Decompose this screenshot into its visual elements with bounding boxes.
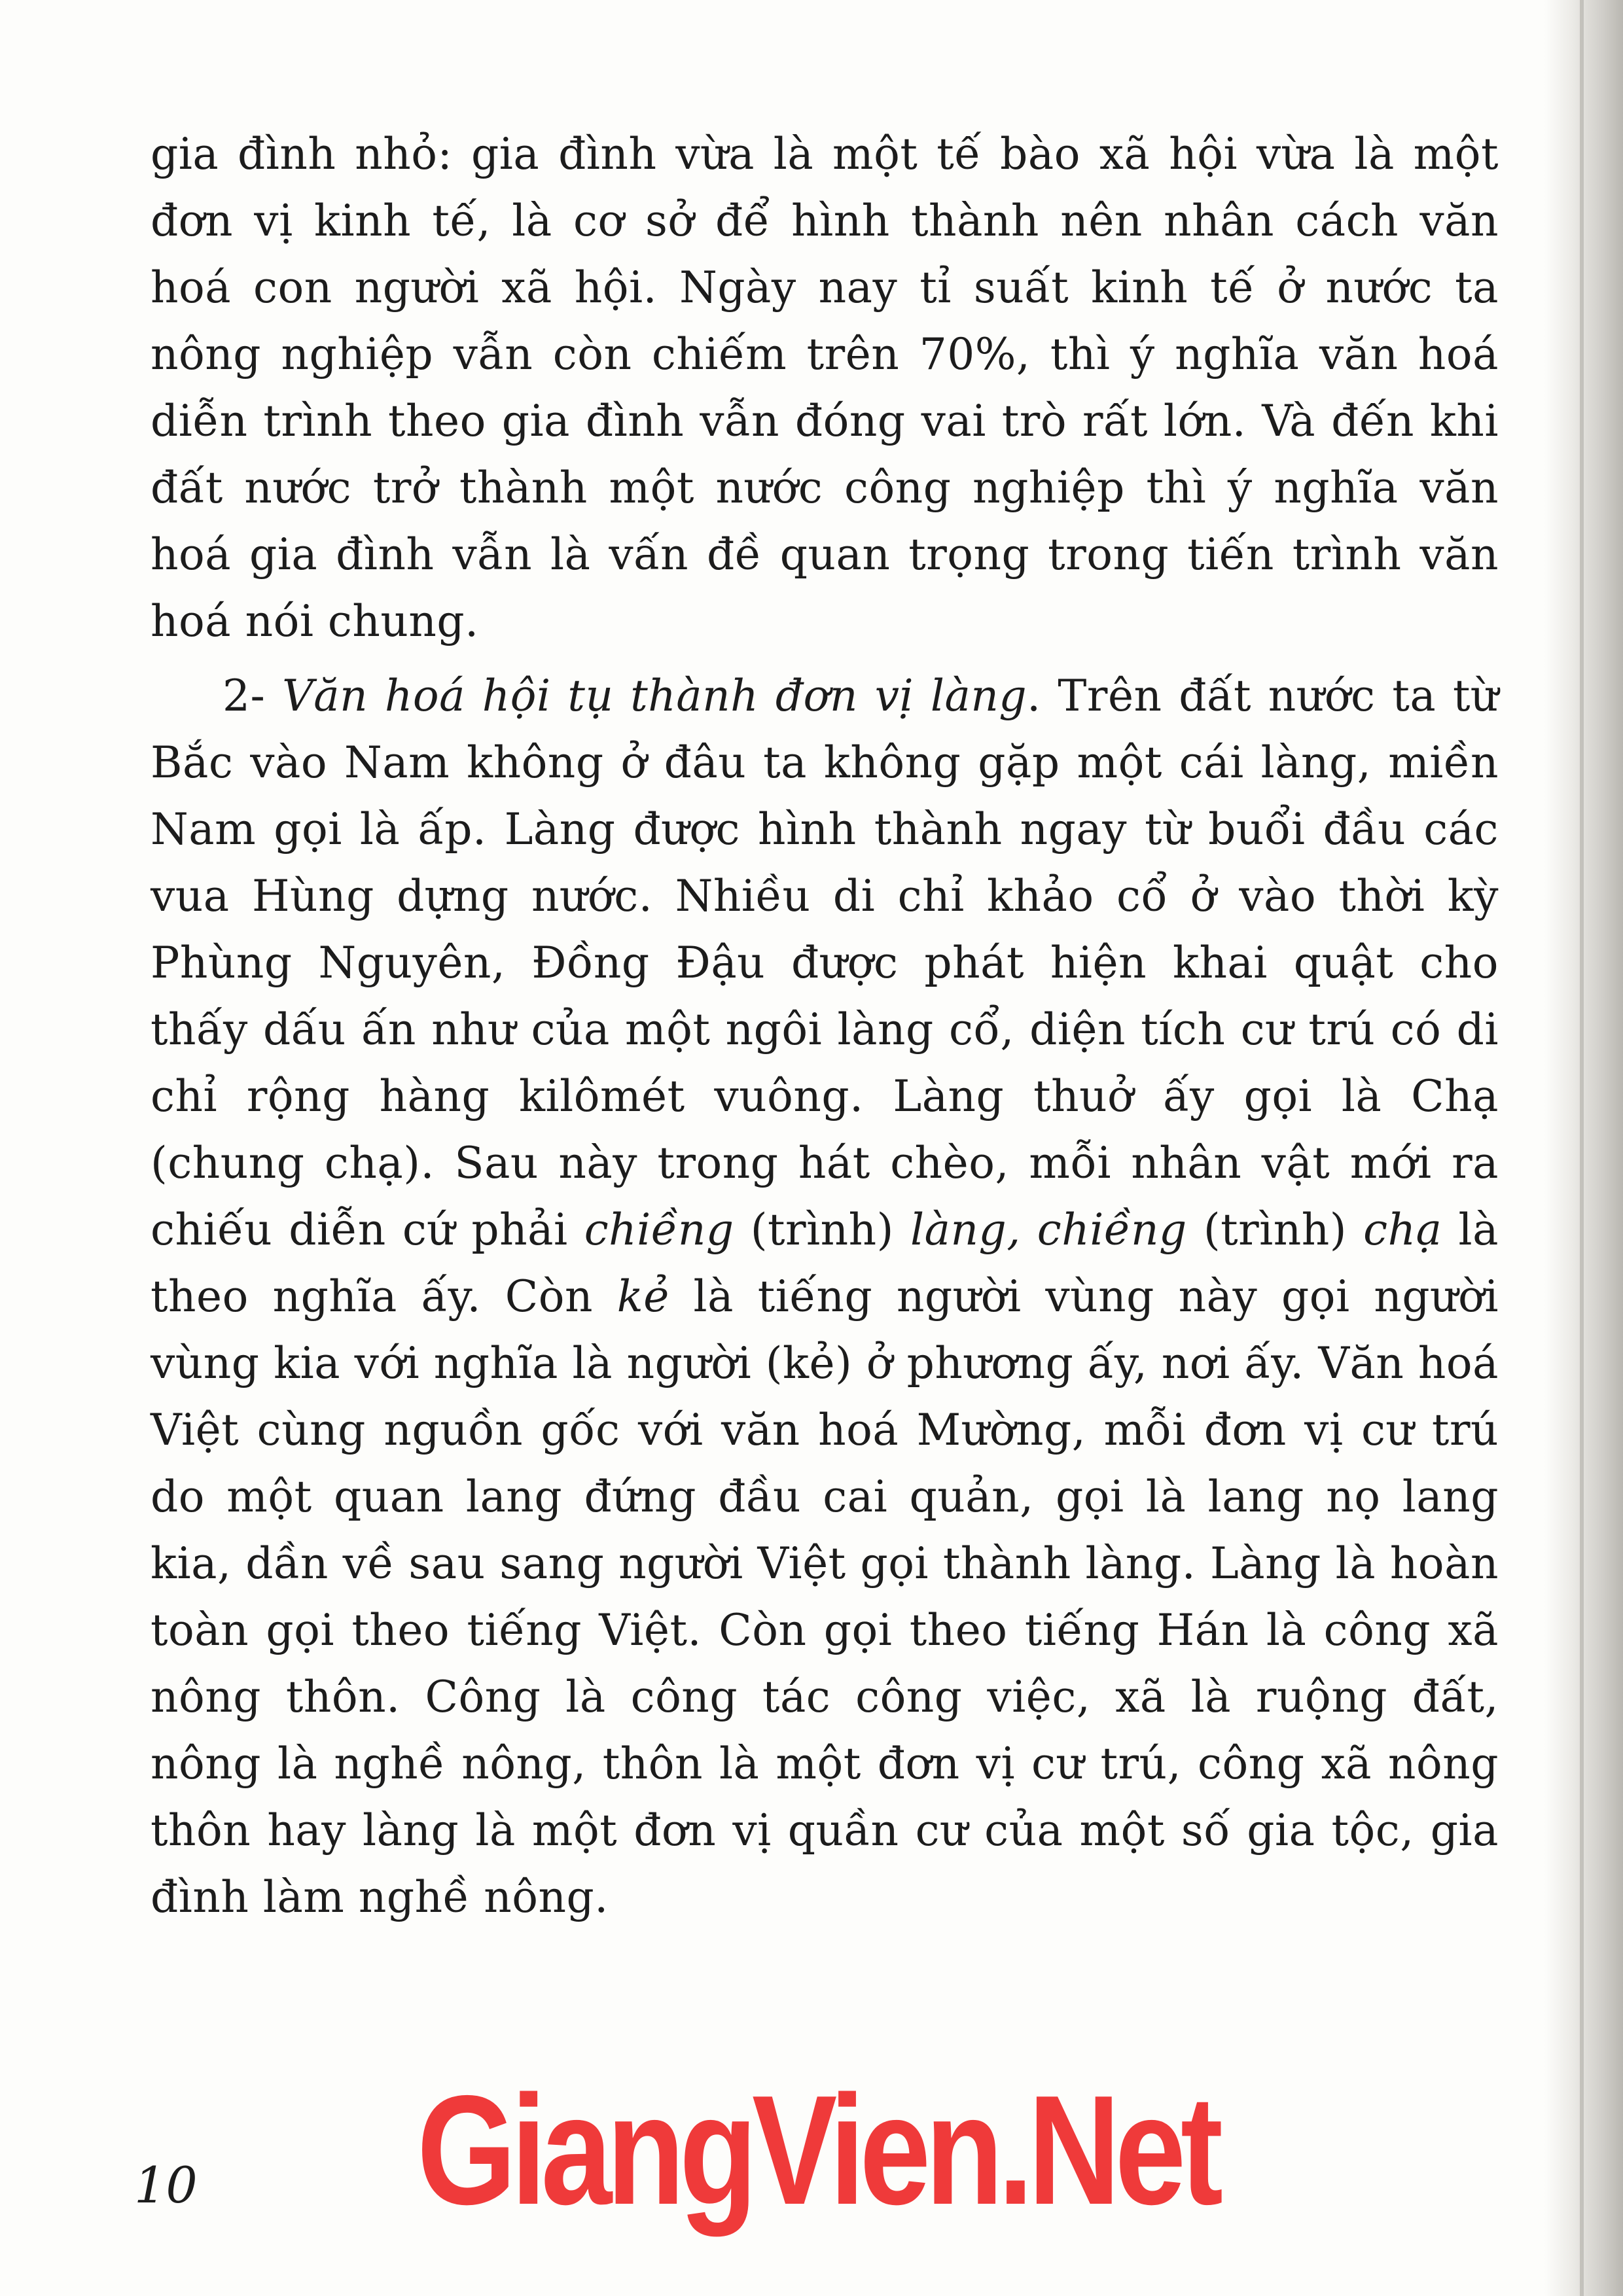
italic-term-ke: kẻ <box>616 1271 669 1322</box>
section-heading: Văn hoá hội tụ thành đơn vị làng <box>282 671 1027 721</box>
paragraph-2-part-1: . Trên đất nước ta từ Bắc vào Nam không ở đâu ta không gặp một cái làng, miền Nam gọi là ấp. Làng được hình thành ngay từ buổi đầu các vua Hùng dựng nước. Nhiều di chỉ khảo cổ ở vào thời kỳ Phùng Nguyên, Đồng Đậu được phát hiện khai quật cho thấy dấu ấn như của một ngôi làng cổ, diện tích cư trú có di chỉ rộng hàng kilômét vuông. Làng thuở ấy gọi là Chạ (chung chạ). Sau này trong hát chèo, mỗi nhân vật mới ra chiếu diễn cứ phải <box>151 671 1499 1255</box>
paragraph-1-text: gia đình nhỏ: gia đình vừa là một tế bào xã hội vừa là một đơn vị kinh tế, là cơ sở để hình thành nên nhân cách văn hoá con người xã hội. Ngày nay tỉ suất kinh tế ở nước ta nông nghiệp vẫn còn chiếm trên 70%, thì ý nghĩa văn hoá diễn trình theo gia đình vẫn đóng vai trò rất lớn. Và đến khi đất nước trở thành một nước công nghiệp thì ý nghĩa văn hoá gia đình vẫn là vấn đề quan trọng trong tiến trình văn hoá nói chung. <box>151 129 1499 646</box>
page-number: 10 <box>134 2156 198 2214</box>
paragraph-2-part-5: là tiếng người vùng này gọi người vùng kia với nghĩa là người (kẻ) ở phương ấy, nơi ấy. Văn hoá Việt cùng nguồn gốc với văn hoá Mường, mỗi đơn vị cư trú do một quan lang đứng đầu cai quản, gọi là lang nọ lang kia, dần về sau sang người Việt gọi thành làng. Làng là hoàn toàn gọi theo tiếng Việt. Còn gọi theo tiếng Hán là công xã nông thôn. Công là công tác công việc, xã là ruộng đất, nông là nghề nông, thôn là một đơn vị cư trú, công xã nông thôn hay làng là một đơn vị quần cư của một số gia tộc, gia đình làm nghề nông. <box>151 1271 1499 1922</box>
page-gutter-shadow <box>1544 0 1623 2296</box>
italic-term-lang-chieng: làng, chiềng <box>910 1205 1187 1255</box>
italic-term-cha: chạ <box>1363 1205 1442 1255</box>
paragraph-2-part-4: là theo nghĩa ấy. Còn <box>151 1205 1499 1322</box>
italic-term-chieng: chiềng <box>584 1205 734 1255</box>
page-gutter-line <box>1580 0 1584 2296</box>
watermark-logo: GiangVien.Net <box>417 2064 1218 2237</box>
paragraph-1 <box>151 121 1499 655</box>
paragraph-2-part-2: (trình) <box>734 1205 911 1255</box>
body-text <box>151 121 1499 1931</box>
section-number: 2- <box>223 671 283 721</box>
paragraph-2 <box>151 663 1499 1931</box>
paragraph-2-part-3: (trình) <box>1186 1205 1364 1255</box>
